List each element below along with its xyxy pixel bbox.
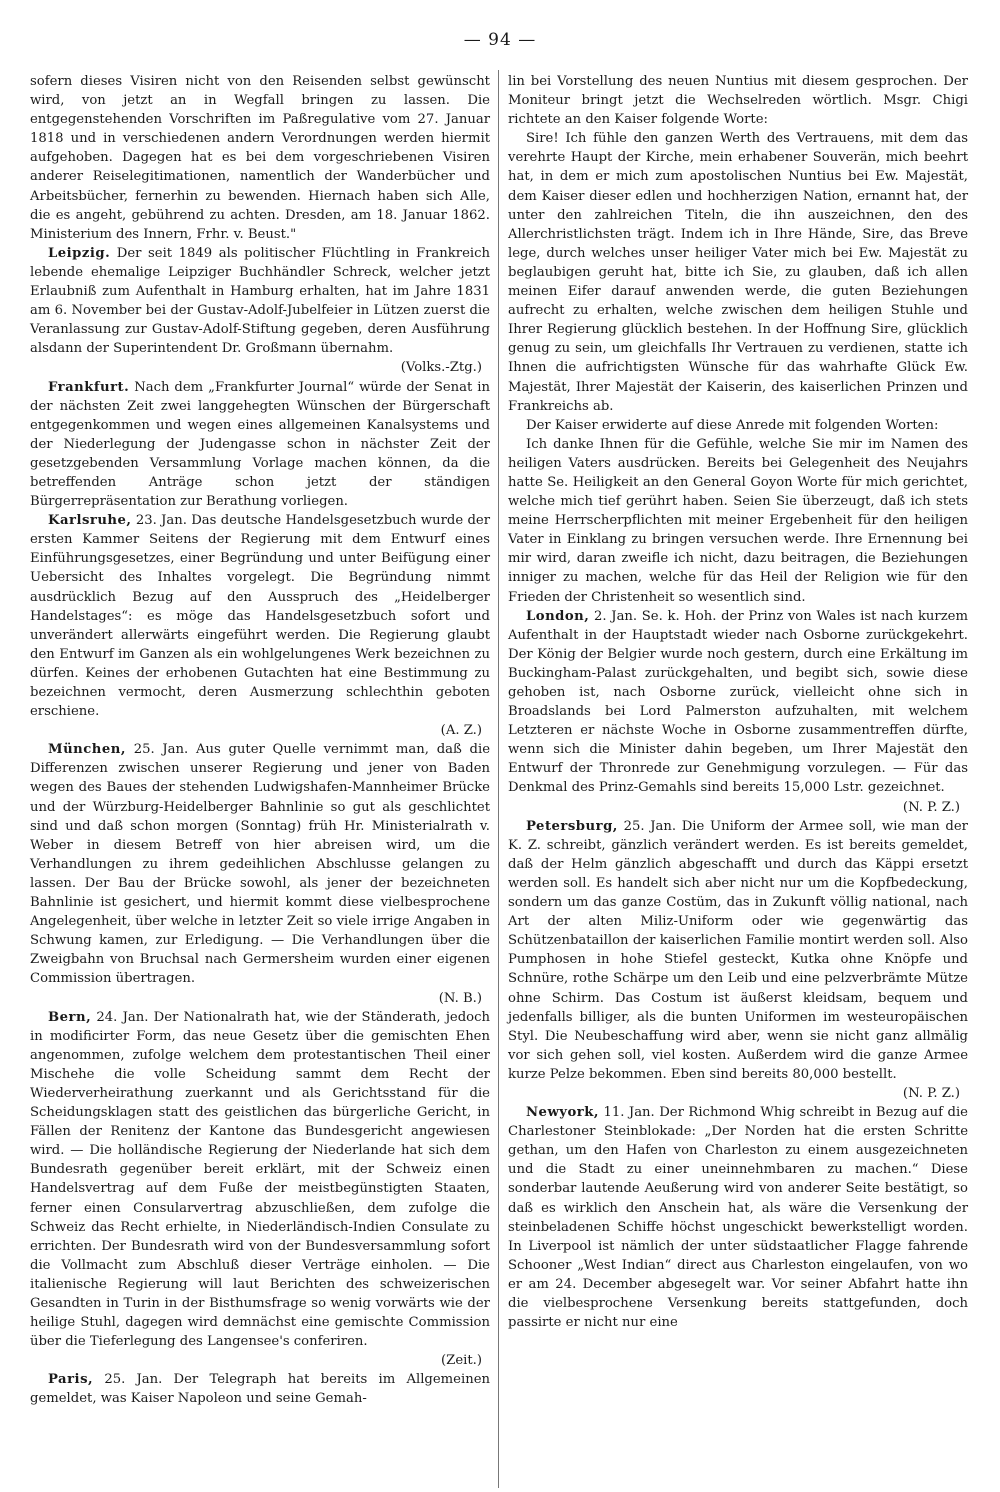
source-citation: (Volks.-Ztg.) [400, 360, 482, 376]
right-column [508, 72, 968, 1332]
article-paragraph [30, 244, 490, 378]
page-number: — 94 — [463, 30, 537, 50]
source-citation: (N. B.) [438, 990, 482, 1006]
article-paragraph [508, 817, 968, 1103]
article-paragraph [30, 1370, 490, 1408]
article-text: Nach dem „Frankfurter Journal“ würde der Senat in der nächsten Zeit zwei langgehegten Wünschen der Bürgerschaft entgegenkommen und wegen eines allgemeinen Kanalsystems und der Niederlegung der Judengasse schon in nächster Zeit der gesetzgebenden Versammlung Vorlage machen können, da die betreffenden Anträge schon jetzt der ständigen Bürgerrepräsentation zur Berathung vorliegen. [30, 379, 490, 510]
dateline-place: London, [526, 608, 590, 624]
article-text: lin bei Vorstellung des neuen Nuntius mit diesem gesprochen. Der Moniteur bringt jetzt die Wechselreden wörtlich. Msgr. Chigi richtete an den Kaiser folgende Worte: [508, 74, 968, 128]
article-paragraph [508, 607, 968, 817]
article-paragraph [508, 416, 968, 435]
dateline-place: München, [48, 742, 126, 758]
article-paragraph [508, 435, 968, 607]
article-text: Der Kaiser erwiderte auf diese Anrede mit folgenden Worten: [526, 417, 939, 433]
article-text: Ich danke Ihnen für die Gefühle, welche Sie mir im Namen des heiligen Vaters ausdrücken. Bereits bei Gelegenheit des Neujahrs hatte Se. Heiligkeit an den General Goyon Worte für mich gerichtet, welche mich tief gerührt haben. Seien Sie überzeugt, daß ich stets meine Herrscherpflichten mit meiner Ergebenheit für den heiligen Vater in Einklang zu bringen versuchen werde. Ihre Ernennung bei mir wird, daran zweifle ich nicht, dazu beitragen, die Beziehungen inniger zu machen, welche für das Heil der Religion wie für den Frieden der Christenheit so wesentlich sind. [508, 436, 968, 605]
dateline-place: Bern, [48, 1009, 92, 1025]
article-paragraph [30, 1008, 490, 1371]
article-text: Der seit 1849 als politischer Flüchtling in Frankreich lebende ehemalige Leipziger Buchhändler Schreck, welcher jetzt Erlaubniß zum Aufenthalt in Hamburg erhalten, hat im Jahre 1831 am 6. November bei der Gustav-Adolf-Jubelfeier in Lützen zuerst die Veranlassung zur Gustav-Adolf-Stiftung gegeben, deren Ausführung alsdann der Superintendent Dr. Großmann übernahm. [30, 245, 490, 357]
source-citation: (A. Z.) [440, 723, 482, 739]
article-paragraph [508, 1103, 968, 1332]
dateline-place: Paris, [48, 1372, 94, 1388]
article-text: 25. Jan. Aus guter Quelle vernimmt man, daß die Differenzen zwischen unserer Regierung und jener von Baden wegen des Baues der stehenden Ludwigshafen-Mannheimer Brücke und der Würzburg-Heidelberger Bahnlinie so gut als geschlichtet sind und daß schon morgen (Sonntag) früh Hr. Ministerialrath v. Weber in diesem Betreff von hier abreisen wird, um die Verhandlungen zu ihrem gedeihlichen Abschlusse gelangen zu lassen. Der Bau der Brücke sowohl, als jener der bezeichneten Bahnlinie ist gesichert, und hiermit kommt diese vielbesprochene Angelegenheit, über welche in letzter Zeit so viele irrige Angaben in Schwung kamen, zur Erledigung. — Die Verhandlungen über die Zweigbahn von Bruchsal nach Germersheim wurden einer eigenen Commission übertragen. [30, 742, 490, 987]
dateline-place: Karlsruhe, [48, 513, 132, 529]
source-citation: (N. P. Z.) [902, 1085, 960, 1101]
column-divider [498, 70, 499, 1488]
article-paragraph [30, 740, 490, 1007]
dateline-place: Frankfurt. [48, 379, 130, 395]
article-text: 23. Jan. Das deutsche Handelsgesetzbuch wurde der ersten Kammer Seitens der Regierung mit dem Entwurf eines Einführungsgesetzes, einer Begründung und unter Beifügung einer Uebersicht des Inhaltes vorgelegt. Die Begründung nimmt ausdrücklich Bezug auf den Ausspruch des „Heidelberger Handelstages“: es möge das Handelsgesetzbuch sofort und unverändert allerwärts eingeführt werden. Die Regierung glaubt den Entwurf im Ganzen als ein wohlgelungenes Werk bezeichnen zu dürfen. Keines der erhobenen Gutachten hat eine Bestimmung zu bezeichnen vermocht, deren Ausmerzung schlechthin geboten erschiene. [30, 513, 490, 720]
article-paragraph [508, 129, 968, 415]
dateline-place: Newyork, [526, 1105, 599, 1121]
dateline-place: Leipzig. [48, 245, 111, 261]
article-text: sofern dieses Visiren nicht von den Reisenden selbst gewünscht wird, von jetzt an in Wegfall bringen zu lassen. Die entgegenstehenden Vorschriften im Paßregulative vom 27. Januar 1818 und in verschiedenen andern Verordnungen werden hiermit aufgehoben. Dagegen hat es bei dem vorgeschriebenen Visiren anderer Reiselegitimationen, namentlich der Wanderbücher und Arbeitsbücher, fernerhin zu bewenden. Hiernach haben sich Alle, die es angeht, gebührend zu achten. Dresden, am 18. Januar 1862. Ministerium des Innern, Frhr. v. Beust." [30, 74, 490, 242]
article-text: Sire! Ich fühle den ganzen Werth des Vertrauens, mit dem das verehrte Haupt der Kirche, mein erhabener Souverän, mich beehrt hat, in dem er mich zum apostolischen Nuntius bei Ew. Majestät, dem Kaiser dieser edlen und hochherzigen Nation, ernannt hat, der unter den zahlreichen Titeln, die ihn auszeichnen, den des Allerchristlichsten trägt. Indem ich in Ihre Hände, Sire, das Breve lege, durch welches unser heiliger Vater mich bei Ew. Majestät zu beglaubigen geruht hat, bitte ich Sie, zu glauben, daß ich allen meinen Eifer darauf anwenden werde, die guten Beziehungen aufrecht zu erhalten, welche zwischen dem heiligen Stuhle und Ihrer Regierung glücklich bestehen. In der Hoffnung Sire, glücklich genug zu sein, um gleichfalls Ihr Vertrauen zu verdienen, statte ich Ihnen die aufrichtigsten Wünsche für das wahrhafte Glück Ew. Majestät, Ihrer Majestät der Kaiserin, des kaiserlichen Prinzen und Frankreichs ab. [508, 131, 968, 414]
source-citation: (Zeit.) [441, 1353, 482, 1369]
dateline-place: Petersburg, [526, 818, 618, 834]
source-citation: (N. P. Z.) [902, 799, 960, 815]
article-text: 25. Jan. Die Uniform der Armee soll, wie man der K. Z. schreibt, gänzlich verändert werden. Es ist bereits gemeldet, daß der Helm gänzlich abgeschafft und durch das Käppi ersetzt werden soll. Es handelt sich aber nicht nur um die Kopfbedeckung, sondern um das ganze Costüm, das in Zukunft völlig national, nach Art der alten Miliz-Uniform oder wie gegenwärtig das Schützenbataillon der kaiserlichen Familie montirt werden soll. Also Pumphosen in hohe Stiefel gesteckt, Kutka ohne Knöpfe und Schnüre, rothe Schärpe um den Leib und eine pelzverbrämte Mütze ohne Schirm. Das Costum ist äußerst kleidsam, bequem und jedenfalls billiger, als die bunten Uniformen im westeuropäischen Styl. Die Neubeschaffung wird aber, wenn sie nicht ganz allmälig vor sich gehen soll, viel kosten. Außerdem wird die ganze Armee kurze Pelze bekommen. Eben sind bereits 80,000 bestellt. [508, 818, 968, 1082]
article-text: 24. Jan. Der Nationalrath hat, wie der Ständerath, jedoch in modificirter Form, das neue Gesetz über die gemischten Ehen angenommen, zufolge welchem dem protestantischen Theil einer Mischehe die volle Scheidung sammt dem Recht der Wiederverheirathung zuerkannt und als Gerichtsstand für die Scheidungsklagen statt des geistlichen das bürgerliche Gericht, in Fällen der Renitenz der Kantone das Bundesgericht angewiesen wird. — Die holländische Regierung der Niederlande hat sich dem Bundesrath gegenüber bereit erklärt, mit der Schweiz einen Handelsvertrag auf dem Fuße der meistbegünstigten Staaten, ferner einen Consularvertrag abzuschließen, dem zufolge die Schweiz das Recht erhielte, in Niederländisch-Indien Consulate zu errichten. Der Bundesrath wird von der Bundesversammlung sofort die Vollmacht zum Abschluß dieser Verträge einholen. — Die italienische Regierung will laut Berichten des schweizerischen Gesandten in Turin in der Bisthumsfrage so wenig vorwärts wie der heilige Stuhl, dagegen wird demnächst eine gemischte Commission über die Tieferlegung des Langensee's conferiren. [30, 1009, 490, 1350]
article-text: 2. Jan. Se. k. Hoh. der Prinz von Wales ist nach kurzem Aufenthalt in der Hauptstadt wieder nach Osborne zurückgekehrt. Der König der Belgier wurde noch gestern, durch eine Erkältung im Buckingham-Palast zurückgehalten, und begibt sich, sowie diese gehoben ist, nach Osborne zurück, vielleicht ohne sich in Broadslands bei Lord Palmerston aufzuhalten, mit welchem Letzteren er nächste Woche in Osborne zusammentreffen dürfte, wenn sich die Minister dahin begeben, um Ihrer Majestät den Entwurf der Thronrede zur Genehmigung vorzulegen. — Für das Denkmal des Prinz-Gemahls sind bereits 15,000 Lstr. gezeichnet. [508, 608, 968, 796]
article-paragraph [30, 378, 490, 512]
article-paragraph [30, 511, 490, 740]
article-paragraph [508, 72, 968, 129]
article-text: 11. Jan. Der Richmond Whig schreibt in Bezug auf die Charlestoner Steinblokade: „Der Norden hat die ersten Schritte gethan, um den Hafen von Charleston zu einem ausgezeichneten und die Stadt zu einer uneinnehmbaren zu machen.“ Diese sonderbar lautende Aeußerung wird von anderer Seite bestätigt, so daß es wirklich den Anschein hat, als wäre die Versenkung der steinbeladenen Schiffe höchst ungeschickt bewerkstelligt worden. In Liverpool ist nämlich der unter südstaatlicher Flagge fahrende Schooner „West Indian“ direct aus Charleston eingelaufen, von wo er am 24. December abgesegelt war. Vor seiner Abfahrt hatte ihn die vielbesprochene Versenkung bereits stattgefunden, doch passirte er nicht nur eine [508, 1105, 968, 1331]
article-paragraph [30, 72, 490, 244]
article-text: 25. Jan. Der Telegraph hat bereits im Allgemeinen gemeldet, was Kaiser Napoleon und seine Gemah- [30, 1372, 490, 1407]
left-column [30, 72, 490, 1409]
